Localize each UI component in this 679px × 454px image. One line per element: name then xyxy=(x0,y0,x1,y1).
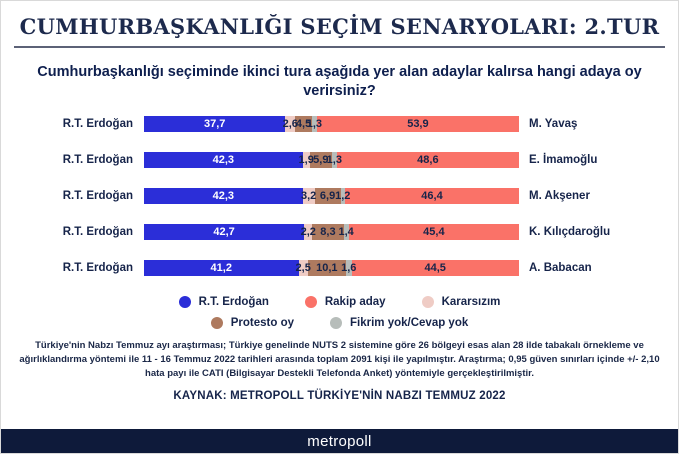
segment-kararsiz: 2,6 xyxy=(282,118,298,131)
title-wrap xyxy=(1,1,678,48)
stacked-bar xyxy=(144,116,519,132)
methodology-footnote: Türkiye'nin Nabzı Temmuz ayı araştırması; Türkiye genelinde NUTS 2 sistemine göre 26 bölgeyi esas alan 28 ilde tabakalı örnekleme ve ağırlıklandırma yöntemi ile 11 - 16 Temmuz 2022 tarihleri arasında toplam 2091 kişi ile yapılmıştır. Araştırma; 0,95 güven sınırları içinde +/- 2,10 hata payı ile CATI (Bilgisayar Destekli Telefonda Anket) yöntemiyle gerçekleştirilmiştir. xyxy=(19,340,660,379)
segment-fikrim-yok: 1,3 xyxy=(306,118,323,131)
segment-fikrim-yok: 1,4 xyxy=(338,226,354,239)
segment-rakip: 53,9 xyxy=(317,116,519,132)
segment-kararsiz: 2,2 xyxy=(300,226,316,239)
segment-erdogan: 42,3 xyxy=(144,188,303,204)
footer-bar xyxy=(1,429,678,453)
stacked-bar xyxy=(144,260,519,276)
legend-dot-blue-icon xyxy=(179,296,191,308)
segment-protesto: 5,9 xyxy=(310,152,332,168)
stacked-bar-chart xyxy=(1,116,678,276)
chart-row-imamoglu xyxy=(1,152,678,168)
legend-item-protesto-oy: Protesto oy xyxy=(211,317,294,329)
segment-erdogan: 42,3 xyxy=(144,152,303,168)
legend-row-2 xyxy=(1,317,678,329)
legend-dot-pink-icon xyxy=(422,296,434,308)
segment-kararsiz: 1,9 xyxy=(298,154,314,167)
page-title: CUMHURBAŞKANLIĞI SEÇİM SENARYOLARI: 2.TUR xyxy=(14,14,666,48)
stacked-bar xyxy=(144,188,519,204)
legend-dot-salmon-icon xyxy=(305,296,317,308)
segment-rakip: 46,4 xyxy=(345,188,519,204)
segment-rakip: 48,6 xyxy=(337,152,519,168)
legend-item-rakip-aday: Rakip aday xyxy=(305,296,386,308)
segment-fikrim-yok: 1,2 xyxy=(335,190,351,203)
segment-rakip: 44,5 xyxy=(352,260,519,276)
row-right-label: K. Kılıçdaroğlu xyxy=(529,226,611,239)
segment-erdogan: 41,2 xyxy=(144,260,299,276)
segment-erdogan: 37,7 xyxy=(144,116,285,132)
segment-protesto: 10,1 xyxy=(308,260,346,276)
row-right-label: E. İmamoğlu xyxy=(529,154,598,167)
segment-rakip: 45,4 xyxy=(349,224,519,240)
chart-row-babacan xyxy=(1,260,678,276)
legend-row-1 xyxy=(1,296,678,308)
row-left-label: R.T. Erdoğan xyxy=(62,226,133,239)
survey-question: Cumhurbaşkanlığı seçiminde ikinci tura aşağıda yer alan adaylar kalırsa hangi adaya oy verirsiniz? xyxy=(37,64,642,100)
row-left-label: R.T. Erdoğan xyxy=(62,190,133,203)
row-left-label: R.T. Erdoğan xyxy=(62,154,133,167)
row-right-label: M. Akşener xyxy=(529,190,590,203)
legend-item-fikrim-yok: Fikrim yok/Cevap yok xyxy=(330,317,468,329)
stacked-bar xyxy=(144,224,519,240)
stacked-bar xyxy=(144,152,519,168)
legend-dot-gray-icon xyxy=(330,317,342,329)
segment-kararsiz: 3,2 xyxy=(300,190,317,203)
metropoll-logo: metropoll xyxy=(307,432,372,450)
row-left-label: R.T. Erdoğan xyxy=(62,262,133,275)
segment-protesto: 6,9 xyxy=(315,188,341,204)
chart-row-kilicdaroglu xyxy=(1,224,678,240)
segment-kararsiz: 2,5 xyxy=(295,262,311,275)
chart-row-aksener xyxy=(1,188,678,204)
row-right-label: M. Yavaş xyxy=(529,118,578,131)
segment-erdogan: 42,7 xyxy=(144,224,304,240)
legend-dot-brown-icon xyxy=(211,317,223,329)
legend-item-erdogan: R.T. Erdoğan xyxy=(179,296,269,308)
segment-protesto: 8,3 xyxy=(312,224,343,240)
row-right-label: A. Babacan xyxy=(529,262,592,275)
chart-row-yavas xyxy=(1,116,678,132)
segment-protesto: 4,5 xyxy=(295,118,312,131)
legend-item-kararsizim: Kararsızım xyxy=(422,296,501,308)
segment-fikrim-yok: 1,6 xyxy=(341,262,357,275)
segment-fikrim-yok: 1,3 xyxy=(326,154,342,167)
chart-legend xyxy=(1,296,678,329)
row-left-label: R.T. Erdoğan xyxy=(62,118,133,131)
source-line: KAYNAK: METROPOLL TÜRKİYE'NİN NABZI TEMMUZ 2022 xyxy=(173,389,506,402)
